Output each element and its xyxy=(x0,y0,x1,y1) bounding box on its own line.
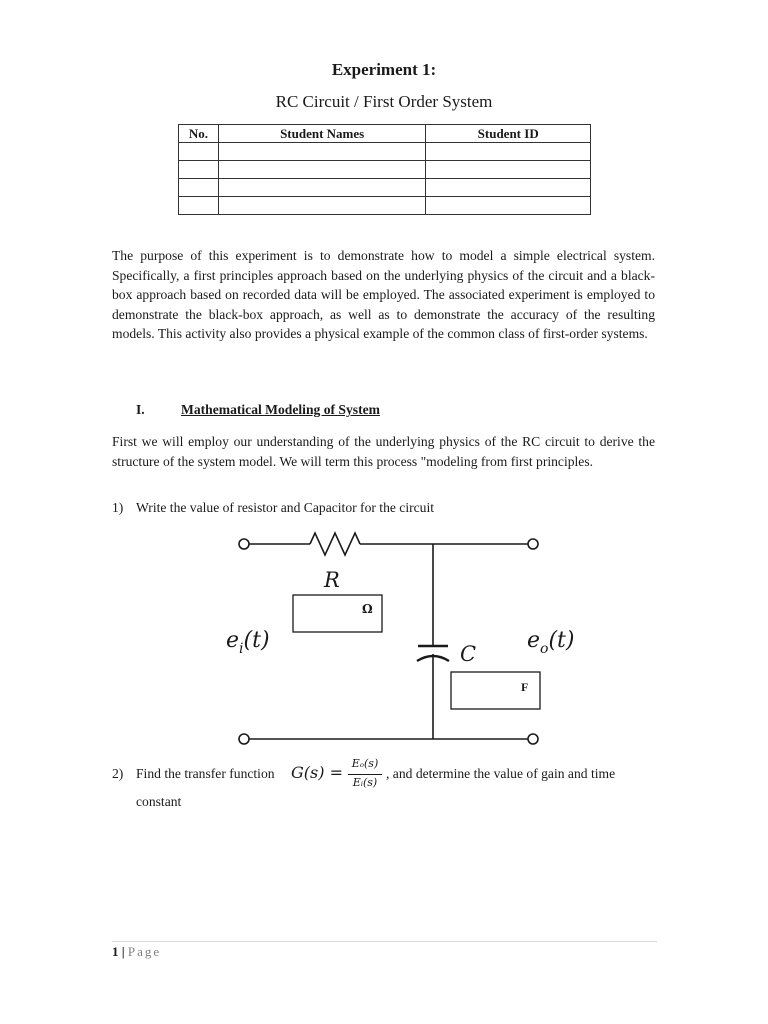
input-label-arg: (t) xyxy=(243,628,270,653)
input-label-sub: i xyxy=(239,641,244,657)
intro-paragraph: The purpose of this experiment is to demonstrate how to model a simple electrical system. Specifically, a first principles approach based on the underlying physics of the circuit and a black-box approach based on recorded data will be employed. The associated experiment is employed to demonstrate the black-box approach, as well as to demonstrate the accuracy of the resulting models. This activity also provides a physical example of the common class of first-order systems. xyxy=(112,248,655,341)
page-label: Page xyxy=(127,944,162,959)
item-2-text: Find the transfer function xyxy=(136,766,275,781)
g-of-s: G(s) = xyxy=(291,763,343,782)
table-cell[interactable] xyxy=(179,161,219,179)
input-label-base: e xyxy=(226,628,240,653)
table-cell[interactable] xyxy=(179,179,219,197)
input-terminal-bottom xyxy=(239,734,249,744)
table-header-row xyxy=(179,125,591,143)
table-row xyxy=(179,143,591,161)
experiment-title: Experiment 1: xyxy=(331,60,437,79)
ohm-unit: Ω xyxy=(362,602,373,616)
column-header-id: Student ID xyxy=(426,125,591,143)
resistor-label: R xyxy=(324,568,340,592)
column-header-no: No. xyxy=(179,125,219,143)
output-voltage-label xyxy=(527,628,574,657)
section-number: I. xyxy=(136,402,145,417)
table-cell[interactable] xyxy=(179,197,219,215)
footer-separator: | xyxy=(121,944,125,959)
table-cell[interactable] xyxy=(218,179,425,197)
table-row xyxy=(179,197,591,215)
column-header-names: Student Names xyxy=(218,125,425,143)
fraction-bar xyxy=(348,774,382,775)
input-terminal-top xyxy=(239,539,249,549)
capacitor-label: C xyxy=(460,642,477,666)
fraction-numerator: Eₒ(s) xyxy=(351,757,379,770)
output-terminal-bottom xyxy=(528,734,538,744)
output-label-arg: (t) xyxy=(548,628,575,653)
output-terminal-top xyxy=(528,539,538,549)
table-row xyxy=(179,161,591,179)
table-cell[interactable] xyxy=(218,161,425,179)
table-cell[interactable] xyxy=(426,179,591,197)
output-label-sub: o xyxy=(540,641,549,657)
item-2-text-continued: , and determine the value of gain and time xyxy=(386,766,616,781)
rc-circuit-diagram xyxy=(200,520,580,750)
student-table xyxy=(178,124,591,215)
table-cell[interactable] xyxy=(426,197,591,215)
table-cell[interactable] xyxy=(179,143,219,161)
input-voltage-label xyxy=(226,628,270,657)
item-1-number: 1) xyxy=(112,500,124,515)
table-row xyxy=(179,179,591,197)
table-cell[interactable] xyxy=(218,143,425,161)
fraction-denominator: Eᵢ(s) xyxy=(352,776,378,789)
output-label-base: e xyxy=(527,628,541,653)
item-2-text-line2: constant xyxy=(136,794,182,809)
section-paragraph: First we will employ our understanding of the underlying physics of the RC circuit to derive the structure of the system model. We will term this process "modeling from first principles. xyxy=(112,434,655,469)
section-title: Mathematical Modeling of System xyxy=(181,402,380,417)
table-cell[interactable] xyxy=(426,143,591,161)
item-1-text: Write the value of resistor and Capacitor for the circuit xyxy=(136,500,435,515)
page-footer xyxy=(112,944,161,960)
footer-divider xyxy=(112,941,657,942)
table-cell[interactable] xyxy=(426,161,591,179)
farad-unit: F xyxy=(521,680,529,694)
table-cell[interactable] xyxy=(218,197,425,215)
experiment-subtitle: RC Circuit / First Order System xyxy=(275,92,493,111)
page-number: 1 xyxy=(112,944,119,959)
resistor-symbol xyxy=(310,533,360,555)
item-2-number: 2) xyxy=(112,766,124,781)
